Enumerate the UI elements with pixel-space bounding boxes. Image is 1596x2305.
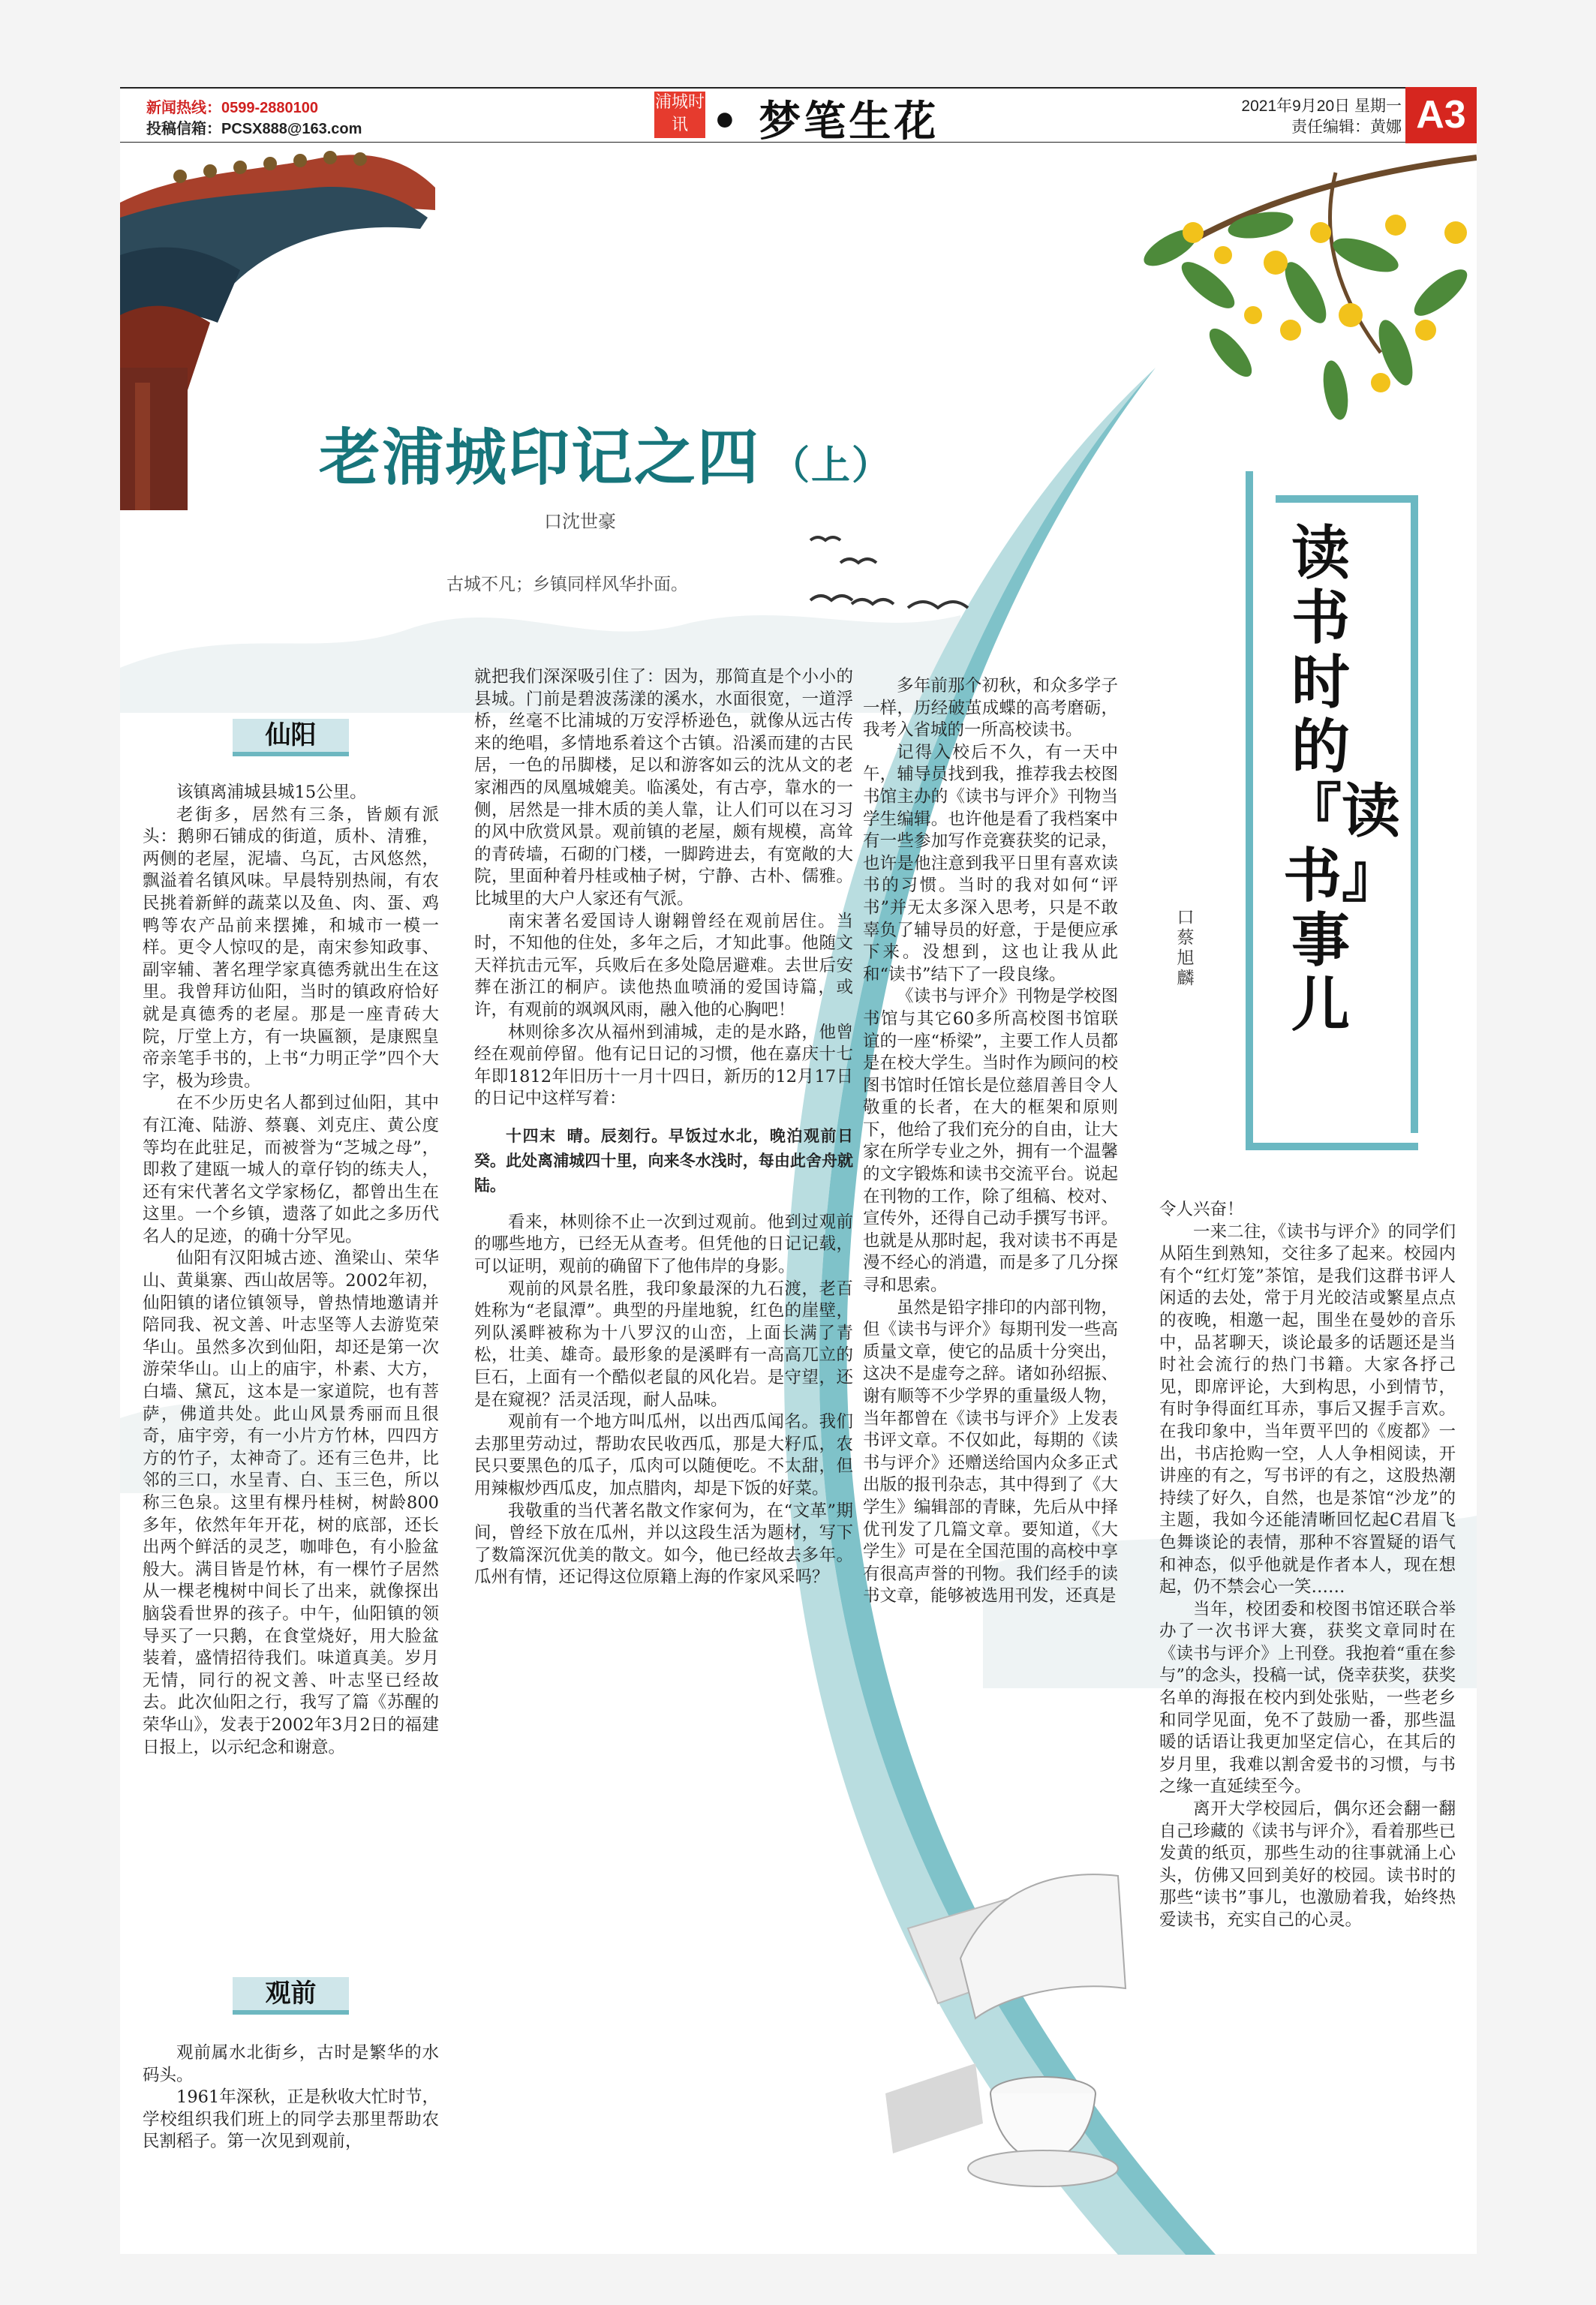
subhead-xianyang-text: 仙阳	[265, 720, 317, 750]
article1-column-1b	[143, 2042, 439, 2153]
article2-column-2	[1159, 1199, 1456, 1932]
article1-byline: 口沈世豪	[544, 511, 616, 532]
article1-title-text: 老浦城印记之四	[319, 422, 761, 494]
issue-date: 2021年9月20日 星期一	[1241, 98, 1402, 115]
article1-lead: 古城不凡；乡镇同样风华扑面。	[446, 575, 688, 594]
subhead-guanqian-text: 观前	[265, 1979, 317, 2009]
paragraph: 观前的风景名胜，我印象最深的九石渡，老百姓称为“老鼠潭”。典型的丹崖地貌，红色的崖壁，列队溪畔被称为十八罗汉的山峦，上面长满了青松，壮美、雄奇。最形象的是溪畔有一高高兀立的巨石，上面有一个酷似老鼠的风化岩。是守望，还是在窥视？活灵活现，耐人品味。	[474, 1279, 853, 1410]
paragraph: 林则徐多次从福州到浦城，走的是水路，他曾经在观前停留。他有记日记的习惯，他在嘉庆十七年即1812年旧历十一月十四日，新历的12月17日的日记中这样写着：	[474, 1022, 853, 1109]
subhead-xianyang	[233, 719, 349, 752]
article2-byline: 口蔡旭麟	[1177, 908, 1195, 988]
diary-excerpt	[474, 1124, 853, 1198]
paragraph: 《读书与评介》刊物是学校图书馆与其它60多所高校图书馆联谊的一座“桥梁”，主要工作人员都是在校大学生。当时作为顾问的校图书馆时任馆长是位慈眉善目令人敬重的长者，在大的框架和原则下，他给了我们充分的自由，让大家在所学专业之外，拥有一个温馨的文字锻炼和读书交流平台。说起在刊物的工作，除了组稿、校对、宣传外，还得自己动手撰写书评。也就是从那时起，我对读书不再是漫不经心的消遣，而是多了几分探寻和思索。	[863, 987, 1118, 1296]
article1-title-suffix: （上）	[771, 443, 893, 488]
osmanthus-branch-illustration	[1138, 158, 1477, 422]
paragraph: 在不少历史名人都到过仙阳，其中有江淹、陆游、蔡襄、刘克庄、黄公度等均在此驻足，而被誉为“芝城之母”，即救了建瓯一城人的章仔钧的练夫人，还有宋代著名文学家杨亿，都曾出生在这里。一个乡镇，遗落了如此之多历代名人的足迹，的确十分罕见。	[143, 1093, 439, 1246]
newspaper-logo: 浦城时讯	[654, 92, 705, 138]
diary-excerpt-text: 十四末 晴。辰刻行。早饭过水北，晚泊观前日癸。此处离浦城四十里，向来冬水浅时，每由此舍舟就陆。	[474, 1126, 853, 1195]
paragraph: 观前属水北街乡，古时是繁华的水码头。	[143, 2043, 439, 2085]
editor: 责任编辑：黄娜	[1291, 119, 1402, 136]
news-hotline: 新闻热线：0599-2880100	[146, 100, 319, 116]
paragraph: 就把我们深深吸引住了：因为，那简直是个小小的县城。门前是碧波荡漾的溪水，水面很宽，一道浮桥，丝毫不比浦城的万安浮桥逊色，就像从远古传来的绝唱，多情地系着这个古镇。沿溪而建的古民居，一色的吊脚楼，足以和游客如云的沈从文的老家湘西的凤凰城媲美。临溪处，有古亭，靠水的一侧，居然是一排木质的美人靠，让人们可以在习习的风中欣赏风景。观前镇的老屋，颇有规模，高耸的青砖墙，石砌的门楼，一脚跨进去，有宽敞的大院，里面种着丹桂或柚子树，宁静、古朴、儒雅。比城里的大户人家还有气派。	[474, 667, 853, 909]
paragraph: 老街多，居然有三条，皆颇有派头：鹅卵石铺成的街道，质朴、清雅，两侧的老屋，泥墙、乌瓦，古风悠然，飘溢着名镇风味。早晨特别热闹，有农民挑着新鲜的蔬菜以及鱼、肉、蛋、鸡鸭等农产品前来摆摊，和城市一模一样。更令人惊叹的是，南宋参知政事、副宰辅、著名理学家真德秀就出生在这里。我曾拜访仙阳，当时的镇政府恰好就是真德秀的老屋。那是一座青砖大院，厅堂上方，有一块匾额，是康熙皇帝亲笔手书的，上书“力明正学”四个大字，极为珍贵。	[143, 804, 439, 1091]
article1-column-2	[474, 666, 853, 1589]
paragraph: 观前有一个地方叫瓜州，以出西瓜闻名。我们去那里劳动过，帮助农民收西瓜，那是大籽瓜，农民只要黑色的瓜子，瓜肉可以随便吃。不太甜，但用辣椒炒西瓜皮，加点腊肉，却是下饭的好菜。	[474, 1412, 853, 1498]
birds-illustration	[810, 537, 968, 608]
paragraph: 多年前那个初秋，和众多学子一样，历经破茧成蝶的高考磨砺，我考入省城的一所高校读书。	[863, 676, 1118, 741]
submission-email: 投稿信箱：PCSX888@163.com	[146, 121, 362, 137]
article1-column-1	[143, 782, 439, 1759]
section-title: • 梦笔生花	[711, 98, 939, 146]
article2-title: 读书时的『读书』事儿	[1283, 520, 1401, 1039]
paragraph: 我敬重的当代著名散文作家何为，在“文革”期间，曾经下放在瓜州，并以这段生活为题材，写下了数篇深沉优美的散文。如今，他已经故去多年。瓜州有情，还记得这位原籍上海的作家风采吗？	[474, 1501, 853, 1588]
paragraph: 离开大学校园后，偶尔还会翻一翻自己珍藏的《读书与评介》，看着那些已发黄的纸页，那些生动的往事就涌上心头，仿佛又回到美好的校园。读书时的那些“读书”事儿，也激励着我，始终热爱读书，充实自己的心灵。	[1159, 1799, 1456, 1930]
header-contacts	[146, 98, 362, 140]
header-info	[1199, 96, 1402, 138]
paragraph: 该镇离浦城县城15公里。	[176, 783, 367, 802]
paragraph: 令人兴奋！	[1159, 1200, 1244, 1219]
paragraph: 看来，林则徐不止一次到过观前。他到过观前的哪些地方，已经无从查考。但凭他的日记记载，可以证明，观前的确留下了他伟岸的身影。	[474, 1212, 853, 1277]
paragraph: 1961年深秋，正是秋收大忙时节，学校组织我们班上的同学去那里帮助农民割稻子。第一次见到观前，	[143, 2087, 439, 2152]
page-number-badge: A3	[1405, 87, 1477, 143]
paragraph: 一来二往，《读书与评介》的同学们从陌生到熟知，交往多了起来。校园内有个“红灯笼”茶馆，是我们这群书评人闲适的去处，常于月光皎洁或繁星点点的夜晚，相邀一起，围坐在曼妙的音乐中，品茗聊天，谈论最多的话题还是当时社会流行的热门书籍。大家各抒己见，即席评论，大到构思，小到情节，有时争得面红耳赤，事后又握手言欢。在我印象中，当年贾平凹的《废都》一出，书店抢购一空，人人争相阅读，开讲座的有之，写书评的有之，这股热潮持续了好久，自然，也是茶馆“沙龙”的主题，我如今还能清晰回忆起C君眉飞色舞谈论的表情，那种不容置疑的语气和神态，似乎他就是作者本人，现在想起，仍不禁会心一笑……	[1159, 1222, 1456, 1597]
paragraph: 南宋著名爱国诗人谢翱曾经在观前居住。当时，不知他的住处，多年之后，才知此事。他随文天祥抗击元军，兵败后在多处隐居避难。去世后安葬在浙江的桐庐。读他热血喷涌的爱国诗篇，或许，有观前的飒飒风雨，融入他的心胸吧！	[474, 911, 853, 1020]
subhead-underline	[233, 2010, 349, 2015]
paragraph: 当年，校团委和校图书馆还联合举办了一次书评大赛，获奖文章同时在《读书与评介》上刊登。我抱着“重在参与”的念头，投稿一试，侥幸获奖，获奖名单的海报在校内到处张贴，一些老乡和同学见面，免不了鼓励一番，那些温暖的话语让我更加坚定信心，在其后的岁月里，我难以割舍爱书的习惯，与书之缘一直延续至今。	[1159, 1599, 1456, 1797]
paragraph: 虽然是铅字排印的内部刊物，但《读书与评介》每期刊发一些高质量文章，使它的品质十分突出，这决不是虚夸之辞。诸如孙绍振、谢有顺等不少学界的重量级人物，当年都曾在《读书与评介》上发表书评文章。不仅如此，每期的《读书与评介》还赠送给国内众多正式出版的报刊杂志，其中得到了《大学生》编辑部的青睐，先后从中择优刊发了几篇文章。要知道，《大学生》可是在全国范围的高校中享有很高声誉的刊物。我们经手的读书文章，能够被选用刊发，还真是	[863, 1297, 1118, 1606]
subhead-guanqian	[233, 1977, 349, 2010]
subhead-underline	[233, 752, 349, 756]
article2-column-1	[863, 675, 1118, 1608]
paragraph: 仙阳有汉阳城古迹、渔梁山、荣华山、黄巢寨、西山故居等。2002年初，仙阳镇的诸位镇领导，曾热情地邀请并陪同我、祝文善、叶志坚等人去游览荣华山。虽然多次到仙阳，却还是第一次游荣华山。山上的庙宇，朴素、大方，白墙、黛瓦，这本是一家道院，也有菩萨，佛道共处。此山风景秀丽而且很奇，庙宇旁，有一小片方竹林，四四方方的竹子，太神奇了。还有三色井，比邻的三口，水呈青、白、玉三色，所以称三色泉。这里有棵丹桂树，树龄800多年，依然年年开花，树的底部，还长出两个鲜活的灵芝，咖啡色，有小脸盆般大。满目皆是竹林，有一棵竹子居然从一棵老槐树中间长了出来，就像探出脑袋看世界的孩子。中午，仙阳镇的领导买了一只鹅，在食堂烧好，用大脸盆装着，盛情招待我们。味道真美。岁月无情，同行的祝文善、叶志坚已经故去。此次仙阳之行，我写了篇《苏醒的荣华山》，发表于2002年3月2日的福建日报上，以示纪念和谢意。	[143, 1249, 439, 1757]
article1-title	[319, 409, 892, 497]
paragraph: 记得入校后不久，有一天中午，辅导员找到我，推荐我去校图书馆主办的《读书与评介》刊物当学生编辑。也许他是看了我档案中有一些参加写作竞赛获奖的记录，也许是他注意到我平日里有喜欢读书的习惯。当时的我对如何“评书”并无太多深入思考，只是不敢辜负了辅导员的好意，于是便应承下来。没想到，这也让我从此和“读书”结下了一段良缘。	[863, 742, 1118, 984]
